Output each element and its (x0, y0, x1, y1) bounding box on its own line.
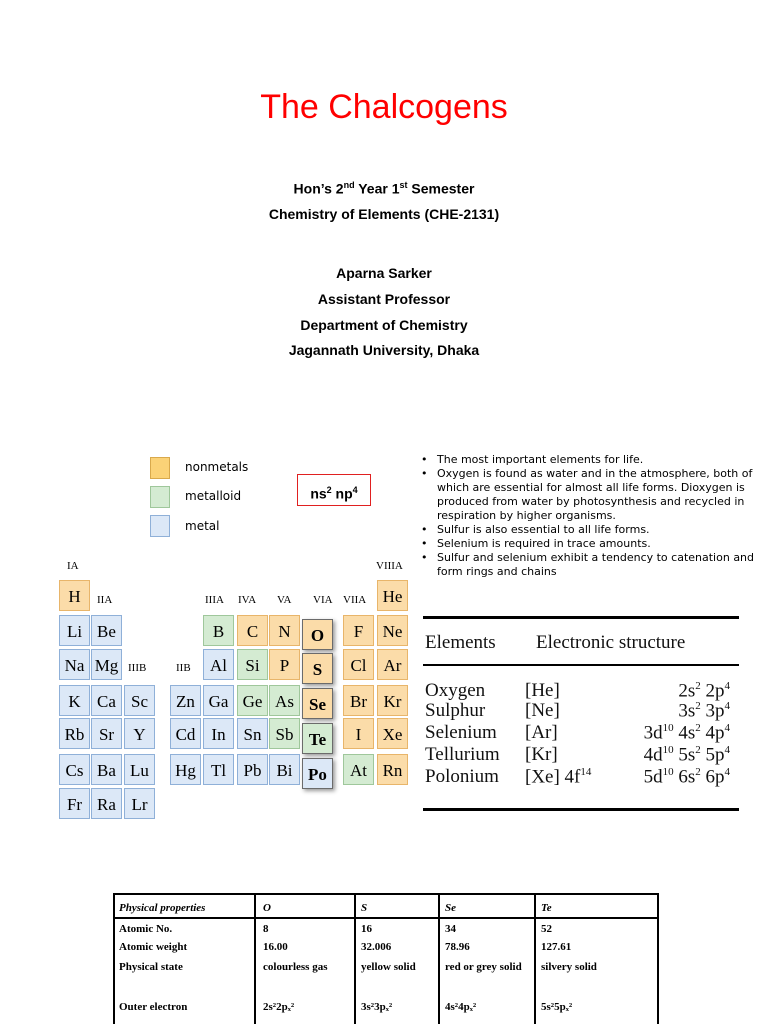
element-p: P (269, 649, 300, 680)
pp-header-rule (115, 917, 657, 919)
element-lr: Lr (124, 788, 155, 819)
config-part: np (331, 485, 353, 502)
element-n: N (269, 615, 300, 646)
element-y: Y (124, 718, 155, 749)
element-sc: Sc (124, 685, 155, 716)
element-ne: Ne (377, 615, 408, 646)
pp-cell: 52 (541, 923, 552, 935)
element-h: H (59, 580, 90, 611)
table-bottom-rule (423, 808, 739, 811)
es-core: [Ne] (525, 700, 560, 721)
config-sup: 2 (326, 485, 332, 495)
element-ga: Ga (203, 685, 234, 716)
element-se: Se (302, 688, 333, 719)
group-label-iiia: IIIA (205, 594, 224, 606)
table-top-rule (423, 616, 739, 619)
pp-cell: S (361, 902, 368, 914)
author-university: Jagannath University, Dhaka (288, 342, 480, 358)
course-semester-part: Hon’s 2 (293, 180, 344, 197)
pp-cell: O (263, 902, 271, 914)
page-title: The Chalcogens (260, 88, 508, 126)
legend-label-metal: metal (185, 519, 220, 533)
es-element-name: Oxygen (425, 680, 486, 701)
group-label-iiib: IIIB (128, 662, 147, 674)
element-tl: Tl (203, 754, 234, 785)
element-at: At (343, 754, 374, 785)
element-fr: Fr (59, 788, 90, 819)
element-ra: Ra (91, 788, 122, 819)
author-name: Aparna Sarker (336, 265, 432, 281)
element-po: Po (302, 758, 333, 789)
element-c: C (237, 615, 268, 646)
chalcogen-facts-list (418, 453, 763, 579)
es-core: [He] (525, 680, 560, 701)
es-element-name: Tellurium (425, 744, 500, 765)
element-bi: Bi (269, 754, 300, 785)
list-item: • Selenium is required in trace amounts. (418, 537, 763, 551)
config-sup: 4 (352, 485, 358, 495)
es-element-name: Polonium (425, 766, 499, 787)
list-item: • Oxygen is found as water and in the atmosphere, both of which are essential for almost all life forms. Dioxygen is produced from water by photosynthesis and recycled in respiration by higher organisms. (418, 467, 763, 523)
legend-swatch-metalloid (150, 486, 170, 508)
list-item: • Sulfur and selenium exhibit a tendency to catenation and form rings and chains (418, 551, 763, 579)
author-department: Department of Chemistry (300, 317, 468, 333)
pp-row-label: Atomic No. (119, 923, 173, 935)
pp-cell: 5s²5pₓ² (541, 1001, 573, 1013)
element-lu: Lu (124, 754, 155, 785)
pp-cell: 34 (445, 923, 456, 935)
element-zn: Zn (170, 685, 201, 716)
element-hg: Hg (170, 754, 201, 785)
pp-divider (254, 895, 256, 1024)
element-rn: Rn (377, 754, 408, 785)
es-configuration: $3s^2$ $3p^4$ (678, 700, 730, 722)
pp-divider (354, 895, 356, 1024)
element-pb: Pb (237, 754, 268, 785)
group-label-va: VA (277, 594, 292, 606)
course-semester-part: Year 1 (354, 180, 400, 197)
pp-cell: 3s²3pₓ² (361, 1001, 393, 1013)
element-s: S (302, 653, 333, 684)
element-cs: Cs (59, 754, 90, 785)
legend-swatch-metal (150, 515, 170, 537)
element-al: Al (203, 649, 234, 680)
es-configuration: $3d^{10}$ $4s^2$ $4p^4$ (643, 722, 730, 744)
element-rb: Rb (59, 718, 90, 749)
element-br: Br (343, 685, 374, 716)
pp-cell: 4s²4pₓ² (445, 1001, 477, 1013)
element-cd: Cd (170, 718, 201, 749)
list-item: • Sulfur is also essential to all life forms. (418, 523, 763, 537)
pp-cell: 16 (361, 923, 372, 935)
course-title: Chemistry of Elements (CHE-2131) (268, 206, 500, 222)
element-i: I (343, 718, 374, 749)
element-ca: Ca (91, 685, 122, 716)
pp-row-label: Physical properties (119, 902, 206, 914)
element-o: O (302, 619, 333, 650)
es-core: [Kr] (525, 744, 558, 765)
element-k: K (59, 685, 90, 716)
es-core: [Ar] (525, 722, 558, 743)
element-na: Na (59, 649, 90, 680)
table-header-rule (423, 664, 739, 666)
legend-label-nonmetals: nonmetals (185, 460, 249, 474)
element-kr: Kr (377, 685, 408, 716)
pp-row-label: Outer electron (119, 1001, 188, 1013)
course-semester-sup: st (399, 180, 408, 190)
pp-cell: 78.96 (445, 941, 470, 953)
course-semester (0, 180, 768, 197)
course-semester-part: Semester (407, 180, 475, 197)
element-sr: Sr (91, 718, 122, 749)
group-label-iva: IVA (238, 594, 257, 606)
es-core: [Xe] $4f^{14}$ (525, 766, 592, 788)
es-header-structure: Electronic structure (536, 632, 686, 653)
element-b: B (203, 615, 234, 646)
es-header-elements: Elements (425, 632, 496, 653)
pp-cell: 8 (263, 923, 269, 935)
group-label-ia: IA (67, 560, 79, 572)
es-configuration: $5d^{10}$ $6s^2$ $6p^4$ (643, 766, 730, 788)
element-te: Te (302, 723, 333, 754)
element-ge: Ge (237, 685, 268, 716)
es-element-name: Selenium (425, 722, 497, 743)
element-si: Si (237, 649, 268, 680)
legend-swatch-nonmetals (150, 457, 170, 479)
group-label-iia: IIA (97, 594, 113, 606)
pp-cell: 127.61 (541, 941, 572, 953)
pp-divider (534, 895, 536, 1024)
element-in: In (203, 718, 234, 749)
pp-cell: Se (445, 902, 456, 914)
group-label-iib: IIB (176, 662, 191, 674)
pp-cell: 16.00 (263, 941, 288, 953)
legend-label-metalloid: metalloid (185, 489, 242, 503)
physical-properties-table (113, 893, 659, 1024)
pp-cell: Te (541, 902, 552, 914)
group-label-via: VIA (313, 594, 333, 606)
pp-row-label: Atomic weight (119, 941, 188, 953)
config-part: ns (310, 485, 327, 502)
group-label-viiia: VIIIA (376, 560, 403, 572)
pp-cell: red or grey solid (445, 961, 522, 973)
es-configuration: $4d^{10}$ $5s^2$ $5p^4$ (643, 744, 730, 766)
element-be: Be (91, 615, 122, 646)
element-ar: Ar (377, 649, 408, 680)
element-sn: Sn (237, 718, 268, 749)
group-label-viia: VIIA (343, 594, 367, 606)
course-semester-sup: nd (343, 180, 355, 190)
element-mg: Mg (91, 649, 122, 680)
element-sb: Sb (269, 718, 300, 749)
pp-cell: 2s²2pₓ² (263, 1001, 295, 1013)
pp-cell: yellow solid (361, 961, 416, 973)
element-as: As (269, 685, 300, 716)
element-xe: Xe (377, 718, 408, 749)
element-he: He (377, 580, 408, 611)
es-configuration: $2s^2$ $2p^4$ (678, 680, 730, 702)
pp-cell: 32.006 (361, 941, 392, 953)
valence-configuration-box (297, 474, 371, 506)
pp-cell: silvery solid (541, 961, 597, 973)
author-position: Assistant Professor (317, 291, 451, 307)
element-cl: Cl (343, 649, 374, 680)
element-ba: Ba (91, 754, 122, 785)
es-element-name: Sulphur (425, 700, 486, 721)
element-li: Li (59, 615, 90, 646)
element-f: F (343, 615, 374, 646)
list-item: • The most important elements for life. (418, 453, 763, 467)
pp-row-label: Physical state (119, 961, 183, 973)
pp-cell: colourless gas (263, 961, 328, 973)
